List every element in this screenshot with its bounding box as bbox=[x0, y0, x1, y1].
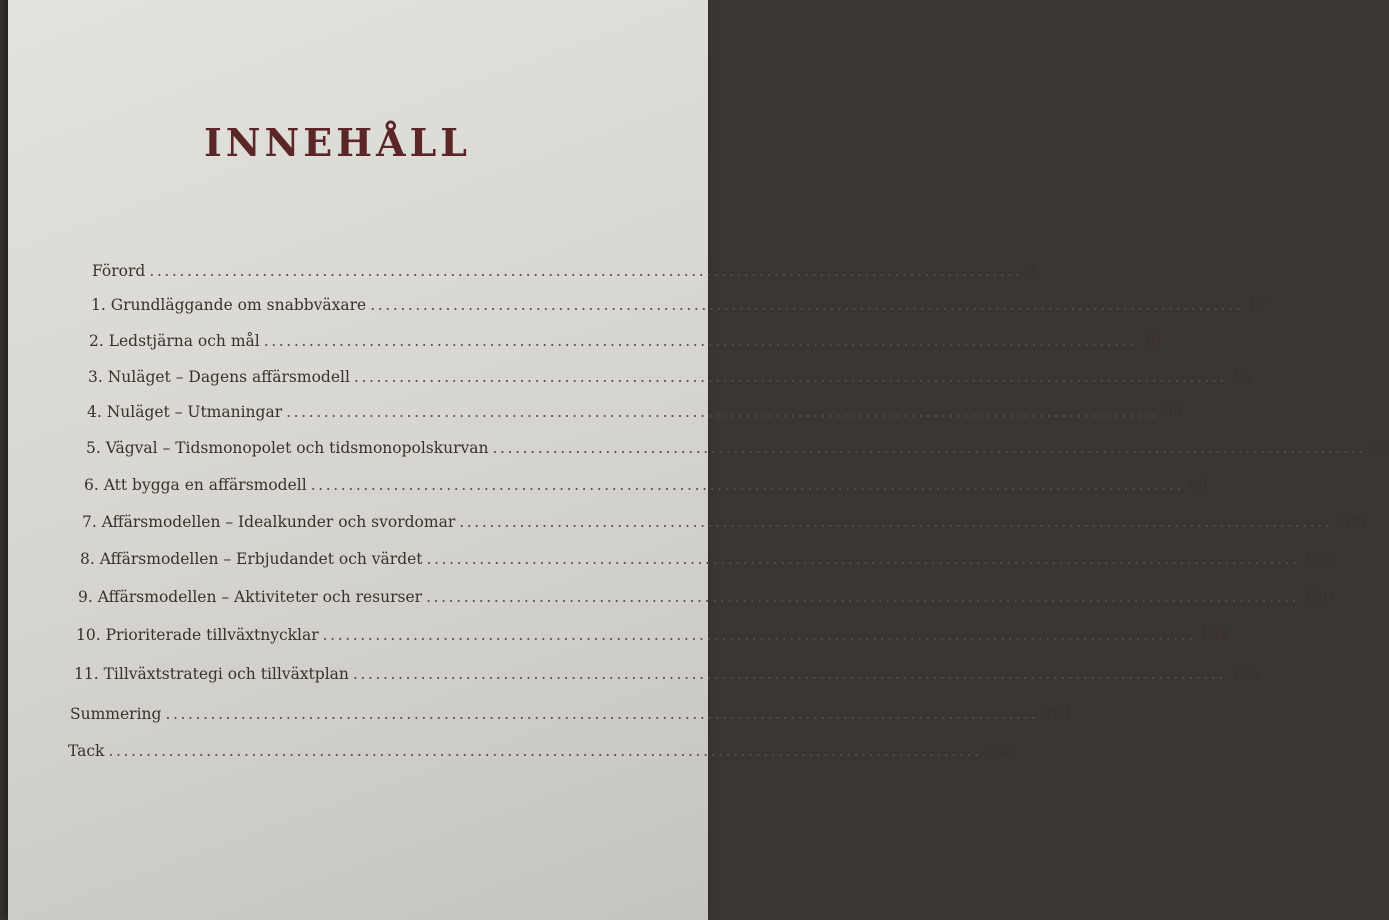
leader-dots: .................................................................................................................... bbox=[426, 550, 1300, 568]
toc-entry-tack bbox=[68, 742, 1016, 760]
leader-dots: .................................................................................................................... bbox=[286, 403, 1160, 421]
toc-entry-chapter-10 bbox=[76, 626, 1230, 644]
leader-dots: .................................................................................................................... bbox=[165, 705, 1039, 723]
leader-dots: .................................................................................................................... bbox=[149, 262, 1023, 280]
toc-entry-page: 150 bbox=[1303, 588, 1333, 606]
leader-dots: .................................................................................................................... bbox=[353, 368, 1228, 386]
leader-dots: .................................................................................................................... bbox=[459, 513, 1333, 531]
toc-entry-page: 36 bbox=[1140, 332, 1161, 350]
toc-entry-chapter-11 bbox=[74, 665, 1260, 683]
toc-entry-page: 158 bbox=[1199, 626, 1230, 644]
leader-dots: .................................................................................................................... bbox=[426, 588, 1300, 606]
toc-entry-label: 6. Att bygga en affärsmodell bbox=[84, 476, 307, 494]
toc-entry-page: 194 bbox=[1230, 665, 1260, 683]
toc-entry-chapter-3 bbox=[88, 368, 1251, 386]
toc-entry-page: 12 bbox=[1247, 296, 1268, 314]
toc-entry-label: 1. Grundläggande om snabbväxare bbox=[91, 296, 367, 314]
leader-dots: .................................................................................................................... bbox=[322, 626, 1196, 644]
toc-entry-chapter-7 bbox=[82, 513, 1366, 531]
toc-entry-label: 10. Prioriterade tillväxtnycklar bbox=[76, 626, 319, 644]
toc-entry-chapter-2 bbox=[89, 332, 1161, 350]
toc-entry-label: Förord bbox=[92, 262, 146, 280]
leader-dots: .................................................................................................................... bbox=[370, 296, 1244, 314]
toc-entry-forord bbox=[92, 262, 1037, 280]
toc-entry-label: 9. Affärsmodellen – Aktiviteter och resurser bbox=[78, 588, 423, 606]
toc-entry-label: 8. Affärsmodellen – Erbjudandet och värdet bbox=[80, 550, 423, 568]
toc-entry-summering bbox=[70, 705, 1073, 723]
toc-entry-page: 88 bbox=[1187, 476, 1208, 494]
toc-entry-chapter-9 bbox=[78, 588, 1333, 606]
toc-entry-label: Tack bbox=[68, 742, 105, 760]
toc-entry-page: 46 bbox=[1231, 368, 1251, 386]
toc-entry-page: 120 bbox=[1303, 550, 1334, 568]
page-title: INNEHÅLL bbox=[203, 120, 472, 165]
toc-entry-label: 3. Nuläget – Dagens affärsmodell bbox=[88, 368, 350, 386]
leader-dots: .................................................................................................................... bbox=[108, 742, 982, 760]
toc-entry-chapter-4 bbox=[87, 403, 1183, 421]
toc-entry-chapter-6 bbox=[84, 476, 1208, 494]
toc-entry-page: 6 bbox=[1026, 262, 1037, 280]
toc-entry-page: 58 bbox=[1163, 403, 1183, 421]
leader-dots: .................................................................................................................... bbox=[492, 439, 1366, 457]
toc-entry-label: 5. Vägval – Tidsmonopolet och tidsmonopolskurvan bbox=[86, 439, 489, 457]
toc-entry-page: 208 bbox=[985, 742, 1016, 760]
toc-entry-label: 4. Nuläget – Utmaningar bbox=[87, 403, 283, 421]
toc-entry-label: 7. Affärsmodellen – Idealkunder och svordomar bbox=[82, 513, 456, 531]
toc-entry-page: 72 bbox=[1369, 439, 1389, 457]
toc-entry-page: 100 bbox=[1336, 513, 1366, 531]
toc-entry-label: 2. Ledstjärna och mål bbox=[89, 332, 260, 350]
toc-entry-chapter-5 bbox=[86, 439, 1389, 457]
leader-dots: .................................................................................................................... bbox=[263, 332, 1137, 350]
toc-entry-chapter-8 bbox=[80, 550, 1334, 568]
leader-dots: .................................................................................................................... bbox=[310, 476, 1184, 494]
toc-entry-label: 11. Tillväxtstrategi och tillväxtplan bbox=[74, 665, 349, 683]
toc-entry-chapter-1 bbox=[91, 296, 1268, 314]
leader-dots: .................................................................................................................... bbox=[352, 665, 1227, 683]
toc-entry-page: 204 bbox=[1042, 705, 1073, 723]
toc-entry-label: Summering bbox=[70, 705, 162, 723]
